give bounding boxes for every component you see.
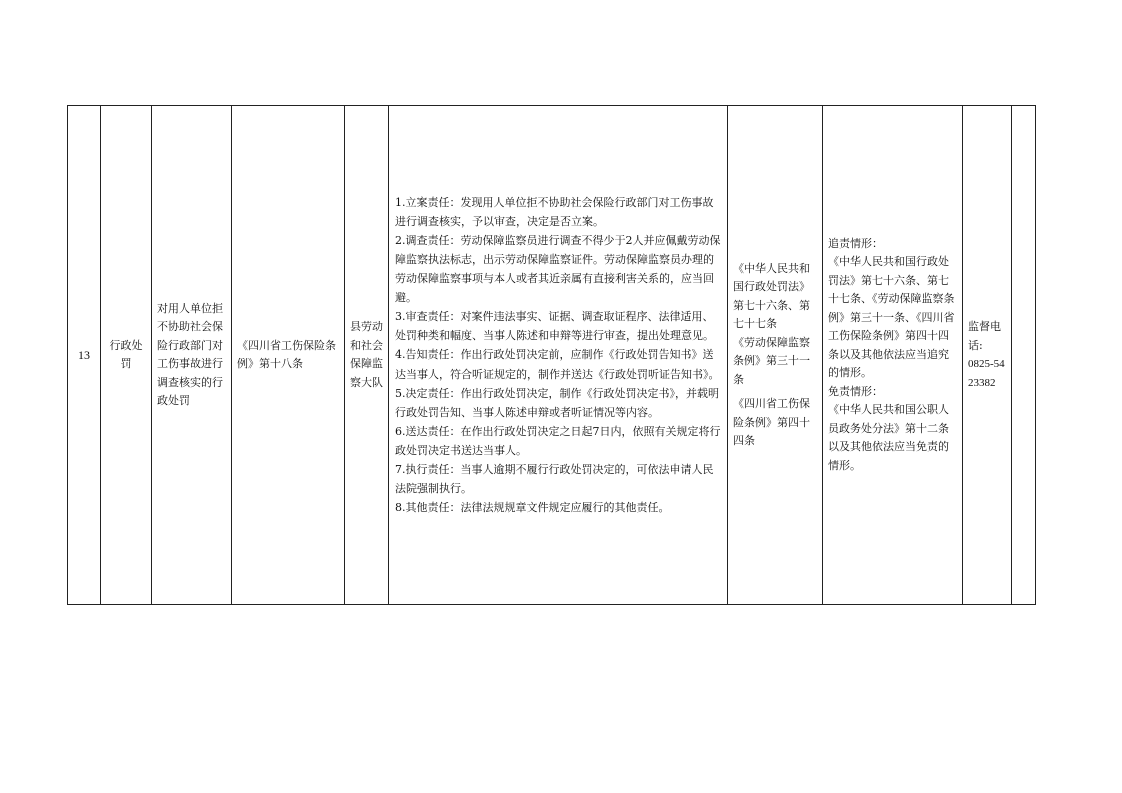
accountability-cases bbox=[823, 106, 963, 605]
exempt-text: 《中华人民共和国公职人员政务处分法》第十二条以及其他依法应当免责的情形。 bbox=[828, 403, 949, 472]
supervision-phone: 0825-5423382 bbox=[968, 358, 1005, 389]
blame-heading: 追责情形： bbox=[828, 236, 883, 250]
legal-basis: 《四川省工伤保险条例》第十八条 bbox=[232, 106, 345, 605]
row-number: 13 bbox=[68, 106, 101, 605]
responsibility-item: 6.送达责任：在作出行政处罚决定之日起7日内，依照有关规定将行政处罚决定书送达当事人。 bbox=[395, 424, 721, 457]
responsibility-item: 5.决定责任：作出行政处罚决定，制作《行政处罚决定书》，并载明行政处罚告知、当事人陈述申辩或者听证情况等内容。 bbox=[395, 386, 719, 419]
accountability-basis-item: 《劳动保障监察条例》第三十一条 bbox=[733, 335, 810, 386]
responsibility-item: 8.其他责任：法律法规规章文件规定应履行的其他责任。 bbox=[395, 501, 670, 515]
responsibility-item: 7.执行责任：当事人逾期不履行行政处罚决定的，可依法申请人民法院强制执行。 bbox=[395, 463, 714, 496]
responsible-department: 县劳动和社会保障监察大队 bbox=[345, 106, 389, 605]
supervision-contact bbox=[963, 106, 1012, 605]
responsibility-item: 2.调查责任：劳动保障监察员进行调查不得少于2人并应佩戴劳动保障监察执法标志，出示劳动保障监察证件。劳动保障监察员办理的劳动保障监察事项与本人或者其近亲属有直接利害关系的，应当回避。 bbox=[395, 233, 721, 305]
responsibility-item: 4.告知责任：作出行政处罚决定前，应制作《行政处罚告知书》送达当事人，符合听证规定的，制作并送达《行政处罚听证告知书》。 bbox=[395, 348, 720, 381]
exempt-heading: 免责情形： bbox=[828, 384, 883, 398]
accountability-basis-item: 《中华人民共和国行政处罚法》第七十六条、第七十七条 bbox=[733, 261, 810, 330]
accountability-basis-item: 《四川省工伤保险条例》第四十四条 bbox=[733, 397, 810, 447]
remark-cell bbox=[1012, 106, 1036, 605]
item-name: 对用人单位拒不协助社会保险行政部门对工伤事故进行调查核实的行政处罚 bbox=[152, 106, 232, 605]
supervision-label: 监督电话: bbox=[968, 320, 1001, 352]
table-row bbox=[68, 106, 1036, 605]
responsibility-item: 1.立案责任：发现用人单位拒不协助社会保险行政部门对工伤事故进行调查核实，予以审查，决定是否立案。 bbox=[395, 195, 714, 228]
blame-text: 《中华人民共和国行政处罚法》第七十六条、第七十七条、《劳动保障监察条例》第三十一条、《四川省工伤保险条例》第四十四条以及其他依法应当追究的情形。 bbox=[828, 255, 955, 380]
power-list-table bbox=[67, 105, 1036, 605]
responsibility-item: 3.审查责任：对案件违法事实、证据、调查取证程序、法律适用、处罚种类和幅度、当事人陈述和申辩等进行审查，提出处理意见。 bbox=[395, 310, 714, 343]
accountability-basis bbox=[728, 106, 823, 605]
responsibility-items bbox=[389, 106, 728, 605]
power-category: 行政处罚 bbox=[101, 106, 152, 605]
